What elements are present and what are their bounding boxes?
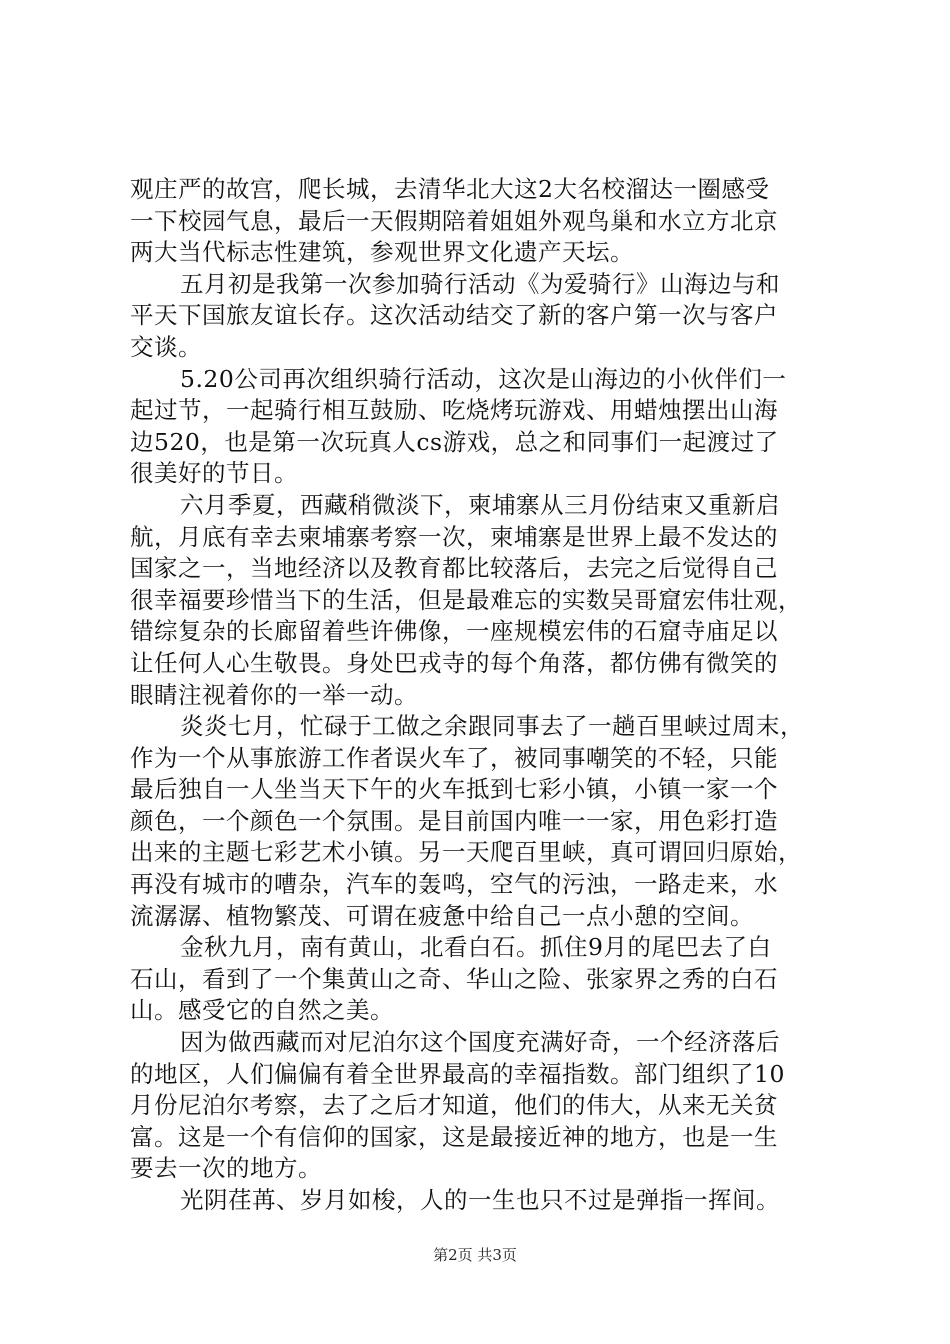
text-line: 观庄严的故宫，爬长城，去清华北大这2大名校溜达一圈感受 [130, 175, 770, 203]
text-line: 光阴荏苒、岁月如梭，人的一生也只不过是弹指一挥间。 [180, 1186, 780, 1214]
text-line: 流潺潺、植物繁茂、可谓在疲惫中给自己一点小憩的空间。 [130, 901, 754, 930]
text-line: 山。感受它的自然之美。 [130, 996, 394, 1025]
text-line: 两大当代标志性建筑，参观世界文化遗产天坛。 [130, 238, 634, 267]
text-line: 起过节，一起骑行相互鼓励、吃烧烤玩游戏、用蜡烛摆出山海 [130, 396, 778, 425]
text-line: 炎炎七月，忙碌于工做之余跟同事去了一趟百里峡过周末， [180, 712, 804, 741]
text-line: 富。这是一个有信仰的国家，这是最接近神的地方，也是一生 [130, 1122, 778, 1151]
text-line: 国家之一，当地经济以及教育都比较落后，去完之后觉得自己 [130, 554, 778, 583]
text-line: 让任何人心生敬畏。身处巴戎寺的每个角落，都仿佛有微笑的 [130, 648, 778, 677]
text-line: 交谈。 [130, 332, 202, 361]
text-line: 金秋九月，南有黄山，北看白石。抓住9月的尾巴去了白 [180, 933, 772, 962]
document-body [130, 174, 830, 1217]
text-line: 石山，看到了一个集黄山之奇、华山之险、张家界之秀的白石 [130, 964, 778, 993]
text-line: 平天下国旅友谊长存。这次活动结交了新的客户第一次与客户 [130, 301, 778, 330]
text-line: 出来的主题七彩艺术小镇。另一天爬百里峡，真可谓回归原始， [130, 838, 802, 867]
text-line: 错综复杂的长廊留着些许佛像，一座规模宏伟的石窟寺庙足以 [130, 617, 778, 646]
text-line: 5.20公司再次组织骑行活动，这次是山海边的小伙伴们一 [180, 364, 787, 393]
text-line: 因为做西藏而对尼泊尔这个国度充满好奇，一个经济落后 [180, 1028, 780, 1057]
text-line: 航，月底有幸去柬埔寨考察一次，柬埔寨是世界上最不发达的 [130, 522, 778, 551]
text-line: 要去一次的地方。 [130, 1154, 322, 1183]
text-line: 五月初是我第一次参加骑行活动《为爱骑行》山海边与和 [180, 269, 780, 298]
text-line: 颜色，一个颜色一个氛围。是目前国内唯一一家，用色彩打造 [130, 806, 778, 835]
text-line: 一下校园气息，最后一天假期陪着姐姐外观鸟巢和水立方北京 [130, 206, 778, 235]
page-footer: 第2页 共3页 [433, 1246, 517, 1264]
text-line: 月份尼泊尔考察，去了之后才知道，他们的伟大，从来无关贫 [130, 1091, 778, 1120]
text-line: 六月季夏，西藏稍微淡下，柬埔寨从三月份结束又重新启 [180, 490, 780, 519]
text-line: 眼睛注视着你的一举一动。 [130, 680, 418, 709]
text-line: 再没有城市的嘈杂，汽车的轰鸣，空气的污浊，一路走来，水 [130, 870, 778, 899]
text-line: 很幸福要珍惜当下的生活，但是最难忘的实数吴哥窟宏伟壮观， [130, 585, 802, 614]
text-line: 的地区，人们偏偏有着全世界最高的幸福指数。部门组织了10 [130, 1059, 785, 1088]
text-line: 最后独自一人坐当天下午的火车抵到七彩小镇，小镇一家一个 [130, 775, 778, 804]
text-line: 作为一个从事旅游工作者误火车了，被同事嘲笑的不轻，只能 [130, 743, 778, 772]
text-line: 边520，也是第一次玩真人cs游戏，总之和同事们一起渡过了 [130, 427, 779, 456]
text-line: 很美好的节日。 [130, 459, 298, 488]
